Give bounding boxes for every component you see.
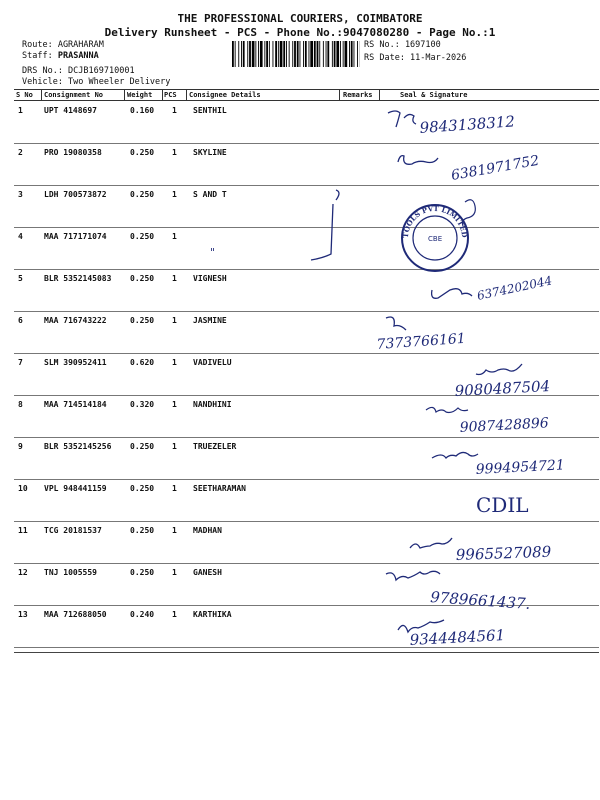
col-header-consignment: Consignment No xyxy=(44,91,104,99)
cell-consignee: NANDHINI xyxy=(193,400,232,409)
phone-handwritten-8: 9087428896 xyxy=(459,415,550,436)
phone-handwritten-9: 9994954721 xyxy=(475,457,566,478)
cell-sno: 13 xyxy=(18,610,28,619)
cell-weight: 0.250 xyxy=(130,484,155,493)
cell-consignee: VADIVELU xyxy=(193,358,232,367)
cell-weight: 0.240 xyxy=(130,610,155,619)
cell-sno: 1 xyxy=(18,106,23,115)
cell-consignee: JASMINE xyxy=(193,316,227,325)
cell-sno: 9 xyxy=(18,442,23,451)
cell-weight: 0.620 xyxy=(130,358,155,367)
rs-date: RS Date: 11-Mar-2026 xyxy=(364,53,467,63)
table-row xyxy=(14,227,599,270)
runsheet-meta-right xyxy=(364,40,466,64)
runsheet-meta-left xyxy=(22,40,170,88)
cell-consignee: GANESH xyxy=(193,568,222,577)
cell-weight: 0.320 xyxy=(130,400,155,409)
table-row xyxy=(14,437,599,480)
col-header-weight: Weight xyxy=(127,91,153,99)
phone-handwritten-6: 7373766161 xyxy=(376,330,467,353)
cell-consignee: VIGNESH xyxy=(193,274,227,283)
cell-consignment-no: SLM 390952411 xyxy=(44,358,107,367)
cell-consignment-no: UPT 4148697 xyxy=(44,106,97,115)
cell-pcs: 1 xyxy=(172,106,177,115)
cell-sno: 4 xyxy=(18,232,23,241)
col-header-remarks: Remarks xyxy=(343,91,373,99)
staff-line xyxy=(22,51,170,62)
staff-value: PRASANNA xyxy=(57,51,99,61)
staff-label: Staff: xyxy=(22,51,53,61)
cell-pcs: 1 xyxy=(172,484,177,493)
table-row xyxy=(14,143,599,186)
cell-pcs: 1 xyxy=(172,442,177,451)
col-header-consignee: Consignee Details xyxy=(189,91,261,99)
cell-consignment-no: MAA 716743222 xyxy=(44,316,107,325)
cell-weight: 0.160 xyxy=(130,106,155,115)
cell-sno: 2 xyxy=(18,148,23,157)
cell-sno: 8 xyxy=(18,400,23,409)
cell-pcs: 1 xyxy=(172,274,177,283)
consignment-table xyxy=(14,89,599,653)
cell-sno: 12 xyxy=(18,568,28,577)
cell-weight: 0.250 xyxy=(130,148,155,157)
table-row xyxy=(14,353,599,396)
cell-consignment-no: MAA 717171074 xyxy=(44,232,107,241)
table-row xyxy=(14,311,599,354)
cell-pcs: 1 xyxy=(172,148,177,157)
table-row xyxy=(14,101,599,144)
cell-pcs: 1 xyxy=(172,610,177,619)
phone-handwritten-13: 9344484561 xyxy=(409,626,506,649)
seal-text: TOOLS PVT LIMITED xyxy=(400,203,470,239)
table-row xyxy=(14,605,599,648)
barcode-image xyxy=(232,41,360,67)
cell-consignee: SENTHIL xyxy=(193,106,227,115)
phone-handwritten-1: 9843138312 xyxy=(419,112,516,137)
cell-weight: 0.250 xyxy=(130,316,155,325)
cell-weight: 0.250 xyxy=(130,526,155,535)
rs-number: RS No.: 1697100 xyxy=(364,40,441,50)
drs-number: DRS No.: DCJB169710001 xyxy=(22,66,135,76)
cell-pcs: 1 xyxy=(172,400,177,409)
cell-consignment-no: VPL 948441159 xyxy=(44,484,107,493)
cell-pcs: 1 xyxy=(172,358,177,367)
cell-pcs: 1 xyxy=(172,232,177,241)
phone-handwritten-11: 9965527089 xyxy=(455,542,552,564)
cell-consignee: SEETHARAMAN xyxy=(193,484,246,493)
cell-weight: 0.250 xyxy=(130,232,155,241)
mark-4: " xyxy=(210,246,216,259)
signature-text-10: CDIL xyxy=(476,493,529,517)
cell-consignment-no: TCG 20181537 xyxy=(44,526,102,535)
table-row xyxy=(14,479,599,522)
company-title: THE PROFESSIONAL COURIERS, COIMBATORE xyxy=(177,12,423,25)
phone-handwritten-12: 9789661437. xyxy=(429,588,531,613)
table-row xyxy=(14,269,599,312)
phone-handwritten-5: 6374202044 xyxy=(475,273,554,303)
col-header-seal: Seal & Signature xyxy=(400,91,468,99)
table-row xyxy=(14,521,599,564)
cell-weight: 0.250 xyxy=(130,190,155,199)
cell-consignee: TRUEZELER xyxy=(193,442,237,451)
cell-sno: 3 xyxy=(18,190,23,199)
cell-consignee: KARTHIKA xyxy=(193,610,232,619)
cell-consignee: S AND T xyxy=(193,190,227,199)
cell-sno: 6 xyxy=(18,316,23,325)
cell-consignment-no: MAA 712688050 xyxy=(44,610,107,619)
cell-weight: 0.250 xyxy=(130,568,155,577)
table-row xyxy=(14,185,599,228)
seal-center-text: CBE xyxy=(428,235,443,243)
cell-pcs: 1 xyxy=(172,526,177,535)
cell-consignee: SKYLINE xyxy=(193,148,227,157)
cell-sno: 5 xyxy=(18,274,23,283)
cell-pcs: 1 xyxy=(172,316,177,325)
cell-pcs: 1 xyxy=(172,568,177,577)
cell-consignment-no: MAA 714514184 xyxy=(44,400,107,409)
cell-sno: 7 xyxy=(18,358,23,367)
cell-consignment-no: PRO 19080358 xyxy=(44,148,102,157)
cell-pcs: 1 xyxy=(172,190,177,199)
cell-sno: 10 xyxy=(18,484,28,493)
table-header xyxy=(14,90,599,101)
route-text: Route: AGRAHARAM xyxy=(22,40,104,50)
phone-handwritten-7: 9080487504 xyxy=(454,377,551,400)
cell-consignment-no: TNJ 1005559 xyxy=(44,568,97,577)
table-row xyxy=(14,563,599,606)
runsheet-title: Delivery Runsheet - PCS - Phone No.:9047080280 - Page No.:1 xyxy=(104,26,496,39)
cell-consignee: MADHAN xyxy=(193,526,222,535)
table-row xyxy=(14,395,599,438)
cell-consignment-no: BLR 5352145256 xyxy=(44,442,112,451)
col-header-sno: S No xyxy=(16,91,33,99)
cell-weight: 0.250 xyxy=(130,442,155,451)
cell-consignment-no: BLR 5352145083 xyxy=(44,274,112,283)
cell-sno: 11 xyxy=(18,526,28,535)
vehicle-text: Vehicle: Two Wheeler Delivery xyxy=(22,77,171,87)
cell-weight: 0.250 xyxy=(130,274,155,283)
cell-consignment-no: LDH 700573872 xyxy=(44,190,107,199)
phone-handwritten-2: 6381971752 xyxy=(449,152,541,184)
col-header-pcs: PCS xyxy=(164,91,177,99)
